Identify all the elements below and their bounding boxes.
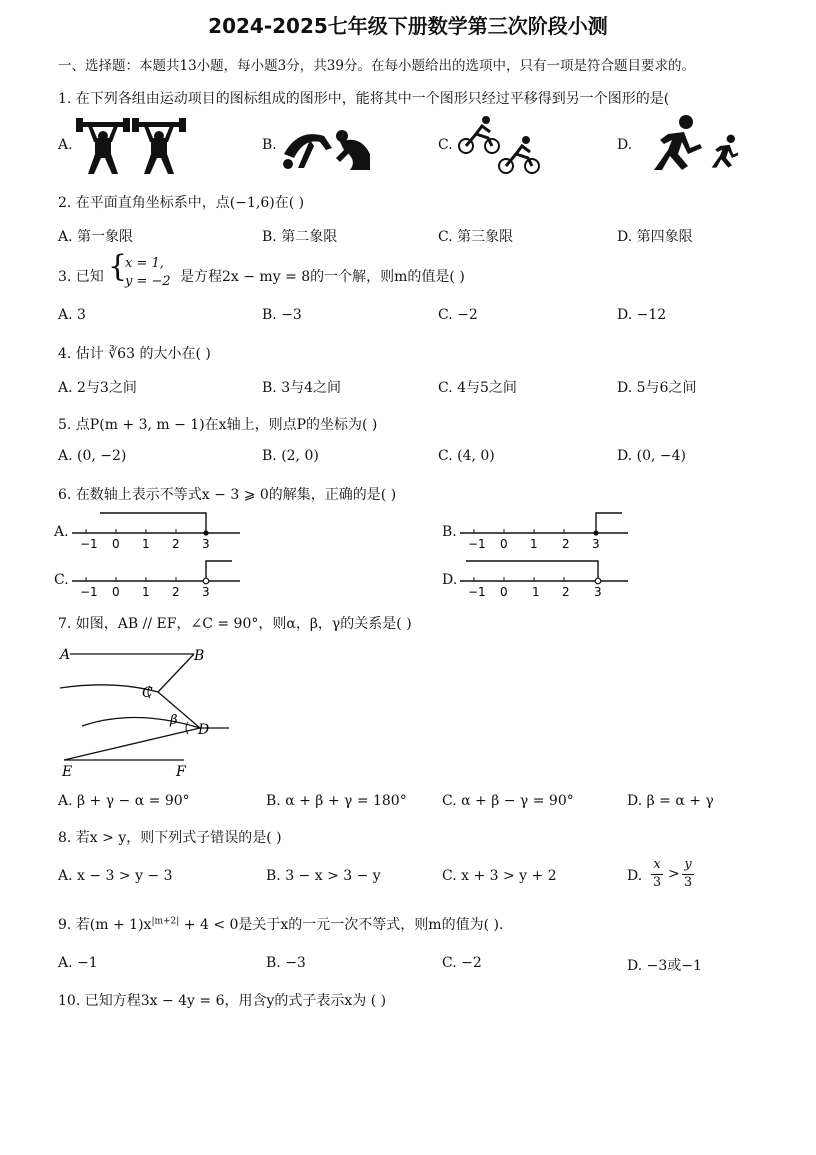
q6-option-a-label: A. xyxy=(54,524,69,540)
tick-label: 1 xyxy=(530,537,538,551)
q6-number-line-d xyxy=(460,558,630,602)
q2-option-d: D. 第四象限 xyxy=(617,229,693,245)
question-4-stem: 4. 估计 ∛63 的大小在( ) xyxy=(58,346,211,362)
q3-option-c: C. −2 xyxy=(438,307,478,323)
question-8-stem: 8. 若x > y，则下列式子错误的是( ) xyxy=(58,830,282,846)
q6-number-line-c xyxy=(72,558,242,602)
question-9-stem xyxy=(58,914,503,934)
tick-label: 2 xyxy=(562,537,570,551)
weightlifter-icon xyxy=(76,118,130,174)
system-brace: { xyxy=(108,249,128,284)
point-label-b: B xyxy=(194,648,205,664)
q4-option-b: B. 3与4之间 xyxy=(262,380,342,396)
question-6-stem: 6. 在数轴上表示不等式x − 3 ⩾ 0的解集，正确的是( ) xyxy=(58,487,397,503)
q5-option-c: C. (4, 0) xyxy=(438,448,495,464)
question-7-stem: 7. 如图，AB // EF，∠C = 90°，则α，β，γ的关系是( ) xyxy=(58,616,412,632)
runner-icon-large xyxy=(654,115,702,170)
q9-option-a: A. −1 xyxy=(58,955,98,971)
question-10-stem: 10. 已知方程3x − 4y = 6，用含y的式子表示x为 ( ) xyxy=(58,993,387,1009)
cyclist-icon xyxy=(499,136,539,173)
q3-option-d: D. −12 xyxy=(617,307,667,323)
q7-option-a: A. β + γ − α = 90° xyxy=(58,793,190,809)
q9-stem-pre: 9. 若(m + 1)x xyxy=(58,917,152,933)
tick-label: 0 xyxy=(500,585,508,599)
q2-option-b: B. 第二象限 xyxy=(262,229,338,245)
q5-option-d: D. (0, −4) xyxy=(617,448,686,464)
point-label-d: D xyxy=(198,722,210,738)
q6-number-line-a xyxy=(72,510,242,554)
gymnast-bending-icon xyxy=(283,134,332,169)
fraction-y-denominator: 3 xyxy=(683,875,693,890)
question-3-stem-pre: 3. 已知 xyxy=(58,269,104,285)
q9-exponent: |m+2| xyxy=(151,916,180,927)
tick-label: 2 xyxy=(172,585,180,599)
fraction-x-denominator: 3 xyxy=(652,875,662,890)
tick-label: 0 xyxy=(112,537,120,551)
q8-option-d-label: D. xyxy=(627,868,643,884)
q7-option-b: B. α + β + γ = 180° xyxy=(266,793,407,809)
running-icons xyxy=(638,114,738,178)
point-label-f: F xyxy=(176,764,186,780)
system-equation-1: x = 1, xyxy=(125,256,164,271)
q8-option-a: A. x − 3 > y − 3 xyxy=(58,868,173,884)
angle-label-beta: β xyxy=(170,713,178,728)
question-2-stem: 2. 在平面直角坐标系中，点(−1,6)在( ) xyxy=(58,195,305,211)
point-label-a: A xyxy=(60,647,71,663)
q6-option-c-label: C. xyxy=(54,572,69,588)
q9-option-c: C. −2 xyxy=(442,955,482,971)
q1-option-c-label: C. xyxy=(438,137,453,153)
q6-option-b-label: B. xyxy=(442,524,457,540)
gymnastics-icons xyxy=(280,124,380,172)
gymnast-kneeling-icon xyxy=(336,130,370,170)
question-5-stem: 5. 点P(m + 3, m − 1)在x轴上，则点P的坐标为( ) xyxy=(58,417,378,433)
tick-label: 1 xyxy=(142,585,150,599)
weightlifter-icon xyxy=(132,118,186,174)
fraction-x-numerator: x xyxy=(653,857,661,872)
q5-option-b: B. (2, 0) xyxy=(262,448,319,464)
tick-label: 1 xyxy=(142,537,150,551)
q8-option-c: C. x + 3 > y + 2 xyxy=(442,868,557,884)
q3-option-b: B. −3 xyxy=(262,307,302,323)
system-equation-2: y = −2 xyxy=(125,274,171,289)
section-instructions: 一、选择题：本题共13小题，每小题3分，共39分。在每小题给出的选项中，只有一项是符合题目要求的。 xyxy=(58,58,695,74)
q5-option-a: A. (0, −2) xyxy=(58,448,127,464)
q9-stem-post: + 4 < 0是关于x的一元一次不等式，则m的值为( ). xyxy=(179,917,504,933)
tick-label: 1 xyxy=(532,585,540,599)
q2-option-c: C. 第三象限 xyxy=(438,229,514,245)
q2-option-a: A. 第一象限 xyxy=(58,229,134,245)
tick-label: −1 xyxy=(80,537,98,551)
tick-label: 2 xyxy=(172,537,180,551)
tick-label: 0 xyxy=(112,585,120,599)
tick-label: 0 xyxy=(500,537,508,551)
q4-option-d: D. 5与6之间 xyxy=(617,380,697,396)
question-1-stem: 1. 在下列各组由运动项目的图标组成的图形中，能将其中一个图形只经过平移得到另一个图形的是( xyxy=(58,91,670,107)
tick-label: −1 xyxy=(468,585,486,599)
page-title: 2024-2025七年级下册数学第三次阶段小测 xyxy=(208,14,608,38)
fraction-y-numerator: y xyxy=(684,857,692,872)
tick-label: 3 xyxy=(202,537,210,551)
q7-option-d: D. β = α + γ xyxy=(627,793,714,809)
q7-geometry-figure xyxy=(54,642,244,782)
q4-option-c: C. 4与5之间 xyxy=(438,380,517,396)
tick-label: 3 xyxy=(202,585,210,599)
q7-option-c: C. α + β − γ = 90° xyxy=(442,793,574,809)
q1-option-b-label: B. xyxy=(262,137,277,153)
runner-icon-small xyxy=(712,135,738,168)
q6-option-d-label: D. xyxy=(442,572,458,588)
weightlifting-icons xyxy=(76,118,188,176)
q3-option-a: A. 3 xyxy=(58,307,86,323)
tick-label: 3 xyxy=(594,585,602,599)
point-label-e: E xyxy=(62,764,73,780)
q9-option-b: B. −3 xyxy=(266,955,306,971)
tick-label: 3 xyxy=(592,537,600,551)
q9-option-d: D. −3或−1 xyxy=(627,958,702,974)
q8-option-b: B. 3 − x > 3 − y xyxy=(266,868,381,884)
tick-label: −1 xyxy=(80,585,98,599)
tick-label: 2 xyxy=(562,585,570,599)
cyclist-icon xyxy=(459,116,499,153)
tick-label: −1 xyxy=(468,537,486,551)
cycling-icons xyxy=(458,112,546,176)
q1-option-d-label: D. xyxy=(617,137,633,153)
point-label-c: C xyxy=(142,685,153,701)
question-3-stem-post: 是方程2x − my = 8的一个解，则m的值是( ) xyxy=(180,269,465,285)
q4-option-a: A. 2与3之间 xyxy=(58,380,137,396)
q6-number-line-b xyxy=(460,510,630,554)
q1-option-a-label: A. xyxy=(58,137,73,153)
greater-than-sign: > xyxy=(668,866,680,882)
